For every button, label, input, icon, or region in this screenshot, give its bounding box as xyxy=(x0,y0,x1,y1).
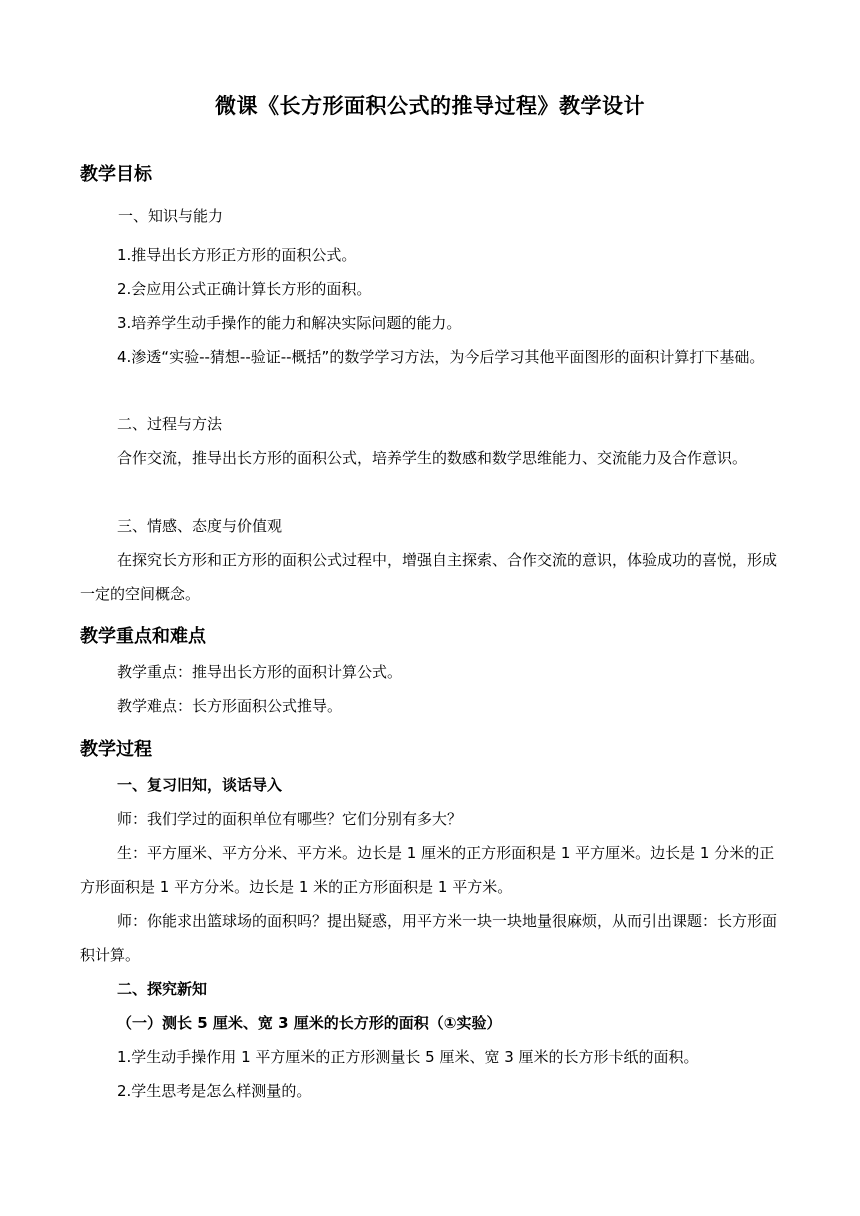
objectives-subheading-1: 一、知识与能力 xyxy=(118,207,224,225)
objective-item-4: 4.渗透“实验--猜想--验证--概括”的数学学习方法，为今后学习其他平面图形的面积计算打下基础。 xyxy=(117,348,765,366)
process-teacher-1: 师：我们学过的面积单位有哪些？它们分别有多大？ xyxy=(117,810,463,828)
objective-item-3: 3.培养学生动手操作的能力和解决实际问题的能力。 xyxy=(117,314,462,332)
process-section-1: 一、复习旧知，谈话导入 xyxy=(117,776,283,794)
heading-keypoints: 教学重点和难点 xyxy=(80,626,206,647)
process-student-1: 生：平方厘米、平方分米、平方米。边长是 1 厘米的正方形面积是 1 平方厘米。边长是 1 分米的正方形面积是 1 平方分米。边长是 1 米的正方形面积是 1 平方米。 xyxy=(80,844,775,896)
objectives-paragraph-3: 在探究长方形和正方形的面积公式过程中，增强自主探索、合作交流的意识，体验成功的喜悦，形成一定的空间概念。 xyxy=(80,551,778,603)
document-title: 微课《长方形面积公式的推导过程》教学设计 xyxy=(215,94,645,118)
objectives-subheading-3: 三、情感、态度与价值观 xyxy=(117,517,283,535)
heading-objectives: 教学目标 xyxy=(80,164,152,185)
objective-item-2: 2.会应用公式正确计算长方形的面积。 xyxy=(117,280,372,298)
keypoint-difficulty: 教学难点：长方形面积公式推导。 xyxy=(117,697,343,715)
objective-item-1: 1.推导出长方形正方形的面积公式。 xyxy=(117,246,357,264)
objectives-paragraph-2: 合作交流，推导出长方形的面积公式，培养学生的数感和数学思维能力、交流能力及合作意识。 xyxy=(117,449,748,467)
objectives-subheading-2: 二、过程与方法 xyxy=(117,415,223,433)
heading-process: 教学过程 xyxy=(80,739,152,760)
process-step-2: 2.学生思考是怎么样测量的。 xyxy=(117,1082,312,1100)
keypoint-focus: 教学重点：推导出长方形的面积计算公式。 xyxy=(117,663,403,681)
process-teacher-2: 师：你能求出篮球场的面积吗？提出疑惑，用平方米一块一块地量很麻烦，从而引出课题：长方形面积计算。 xyxy=(80,912,778,964)
process-subsection-1: （一）测长 5 厘米、宽 3 厘米的长方形的面积（①实验） xyxy=(117,1014,502,1032)
process-section-2: 二、探究新知 xyxy=(117,980,208,998)
process-step-1: 1.学生动手操作用 1 平方厘米的正方形测量长 5 厘米、宽 3 厘米的长方形卡纸的面积。 xyxy=(117,1048,699,1066)
